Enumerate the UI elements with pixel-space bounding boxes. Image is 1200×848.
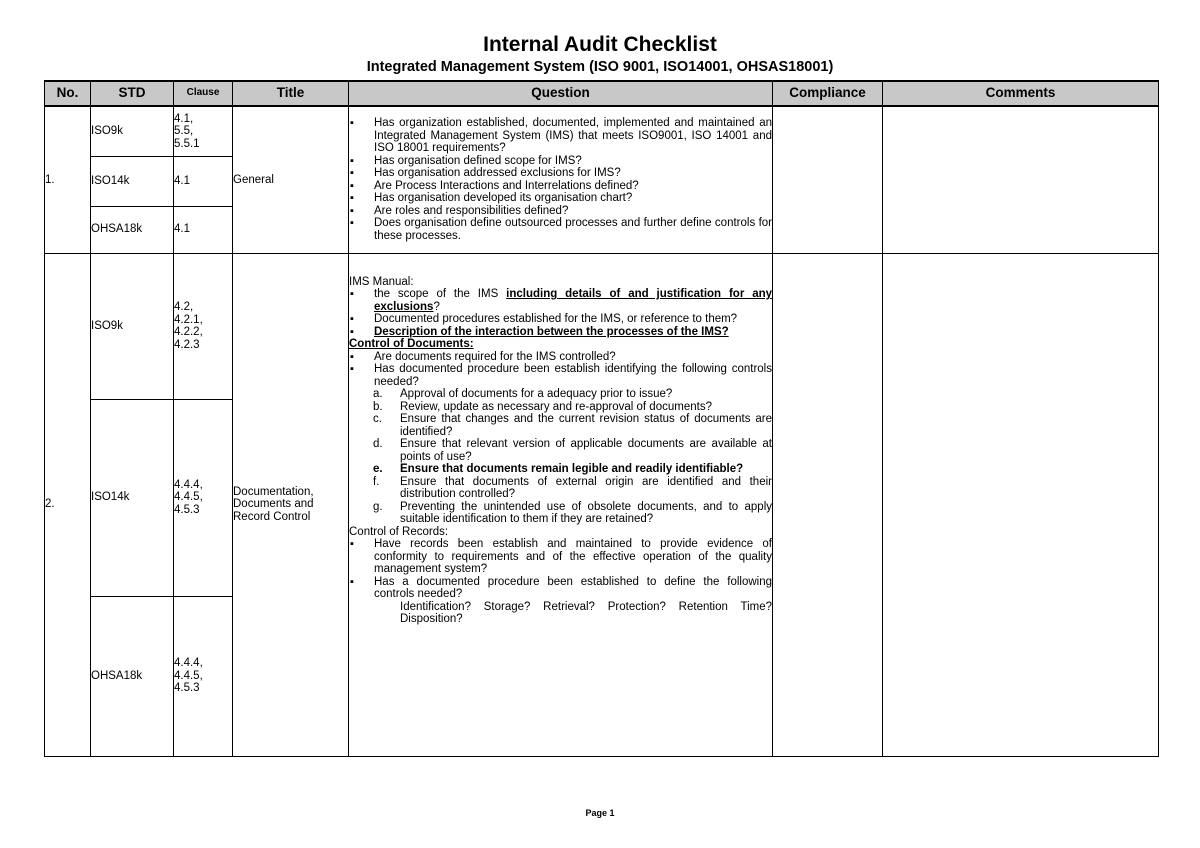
table-row	[45, 253, 1159, 399]
section-number: 1.	[45, 106, 91, 253]
question-item: ▪ Has organisation addressed exclusions for IMS?	[349, 167, 772, 180]
audit-checklist-table	[44, 80, 1159, 757]
std-cell: OHSA18k	[91, 206, 174, 253]
list-item: e. Ensure that documents remain legible and readily identifiable?	[373, 463, 744, 475]
question-item: ▪ Has documented procedure been establish identifying the following controls needed?	[349, 363, 772, 388]
question-item: ▪ Are roles and responsibilities defined?	[349, 205, 772, 218]
clause-cell: 4.2, 4.2.1, 4.2.2, 4.2.3	[174, 253, 233, 399]
column-header-std: STD	[91, 81, 174, 106]
question-list	[349, 351, 772, 389]
list-item: b. Review, update as necessary and re-approval of documents?	[373, 400, 712, 413]
question-item: ▪ Has organisation developed its organisation chart?	[349, 192, 772, 205]
list-item: f. Ensure that documents of external origin are identified and their distribution controlled?	[373, 475, 772, 500]
list-item: a. Approval of documents for a adequacy prior to issue?	[373, 388, 673, 400]
question-cell	[349, 253, 773, 756]
std-cell: ISO9k	[91, 106, 174, 156]
question-list	[349, 288, 772, 338]
section-title: General	[233, 106, 349, 253]
question-item: ▪ Description of the interaction between the processes of the IMS?	[349, 326, 772, 339]
column-header-clause: Clause	[174, 81, 233, 106]
question-item: ▪ Are documents required for the IMS controlled?	[349, 351, 772, 364]
compliance-cell[interactable]	[773, 106, 883, 253]
std-cell: ISO9k	[91, 253, 174, 399]
comments-cell[interactable]	[883, 106, 1159, 253]
ims-manual-heading: IMS Manual:	[349, 275, 414, 288]
column-header-question: Question	[349, 81, 773, 106]
comments-cell[interactable]	[883, 253, 1159, 756]
column-header-compliance: Compliance	[773, 81, 883, 106]
document-subtitle: Integrated Management System (ISO 9001, ISO14001, OHSAS18001)	[366, 59, 834, 75]
table-row	[45, 106, 1159, 156]
clause-cell: 4.1	[174, 206, 233, 253]
clause-cell: 4.1	[174, 156, 233, 206]
section-title: Documentation, Documents and Record Control	[233, 253, 349, 756]
document-title: Internal Audit Checklist	[483, 33, 717, 56]
list-item: d. Ensure that relevant version of applicable documents are available at points of use?	[373, 438, 772, 463]
control-of-documents-heading: Control of Documents:	[349, 338, 474, 350]
list-item: g. Preventing the unintended use of obsolete documents, and to apply suitable identification to them if they are retained?	[373, 500, 772, 525]
std-cell: ISO14k	[91, 399, 174, 596]
compliance-cell[interactable]	[773, 253, 883, 756]
control-of-records-heading: Control of Records:	[349, 525, 449, 538]
question-item: ▪ Has organisation defined scope for IMS?	[349, 155, 772, 168]
question-item: ▪ Documented procedures established for the IMS, or reference to them?	[349, 313, 772, 326]
clause-cell: 4.4.4, 4.4.5, 4.5.3	[174, 399, 233, 596]
question-list	[349, 117, 772, 242]
question-item: ▪ Have records been establish and maintained to provide evidence of conformity to requirements and of the effective operation of the quality management system?	[349, 538, 772, 576]
column-header-no: No.	[45, 81, 91, 106]
list-item: c. Ensure that changes and the current revision status of documents are identified?	[373, 413, 772, 438]
column-header-title: Title	[233, 81, 349, 106]
question-item: ▪ Does organisation define outsourced processes and further define controls for these processes.	[349, 217, 772, 242]
question-list	[349, 538, 772, 601]
document-controls-list	[349, 388, 772, 526]
question-item: ▪ Has organization established, documented, implemented and maintained an Integrated Management System (IMS) that meets ISO9001, ISO 14001 and ISO 18001 requirements?	[349, 117, 772, 155]
question-item: ▪ Has a documented procedure been established to define the following controls needed?	[349, 576, 772, 601]
question-cell	[349, 106, 773, 253]
records-controls-detail: Identification? Storage? Retrieval? Protection? Retention Time? Disposition?	[400, 600, 772, 625]
clause-cell: 4.1, 5.5, 5.5.1	[174, 106, 233, 156]
std-cell: ISO14k	[91, 156, 174, 206]
page-number: Page 1	[585, 808, 615, 818]
column-header-comments: Comments	[883, 81, 1159, 106]
question-item: ▪ Are Process Interactions and Interrelations defined?	[349, 180, 772, 193]
table-header-row	[45, 81, 1159, 106]
question-item: ▪ the scope of the IMS including details of and justification for any exclusions?	[349, 288, 772, 313]
section-number: 2.	[45, 253, 91, 756]
std-cell: OHSA18k	[91, 596, 174, 756]
clause-cell: 4.4.4, 4.4.5, 4.5.3	[174, 596, 233, 756]
